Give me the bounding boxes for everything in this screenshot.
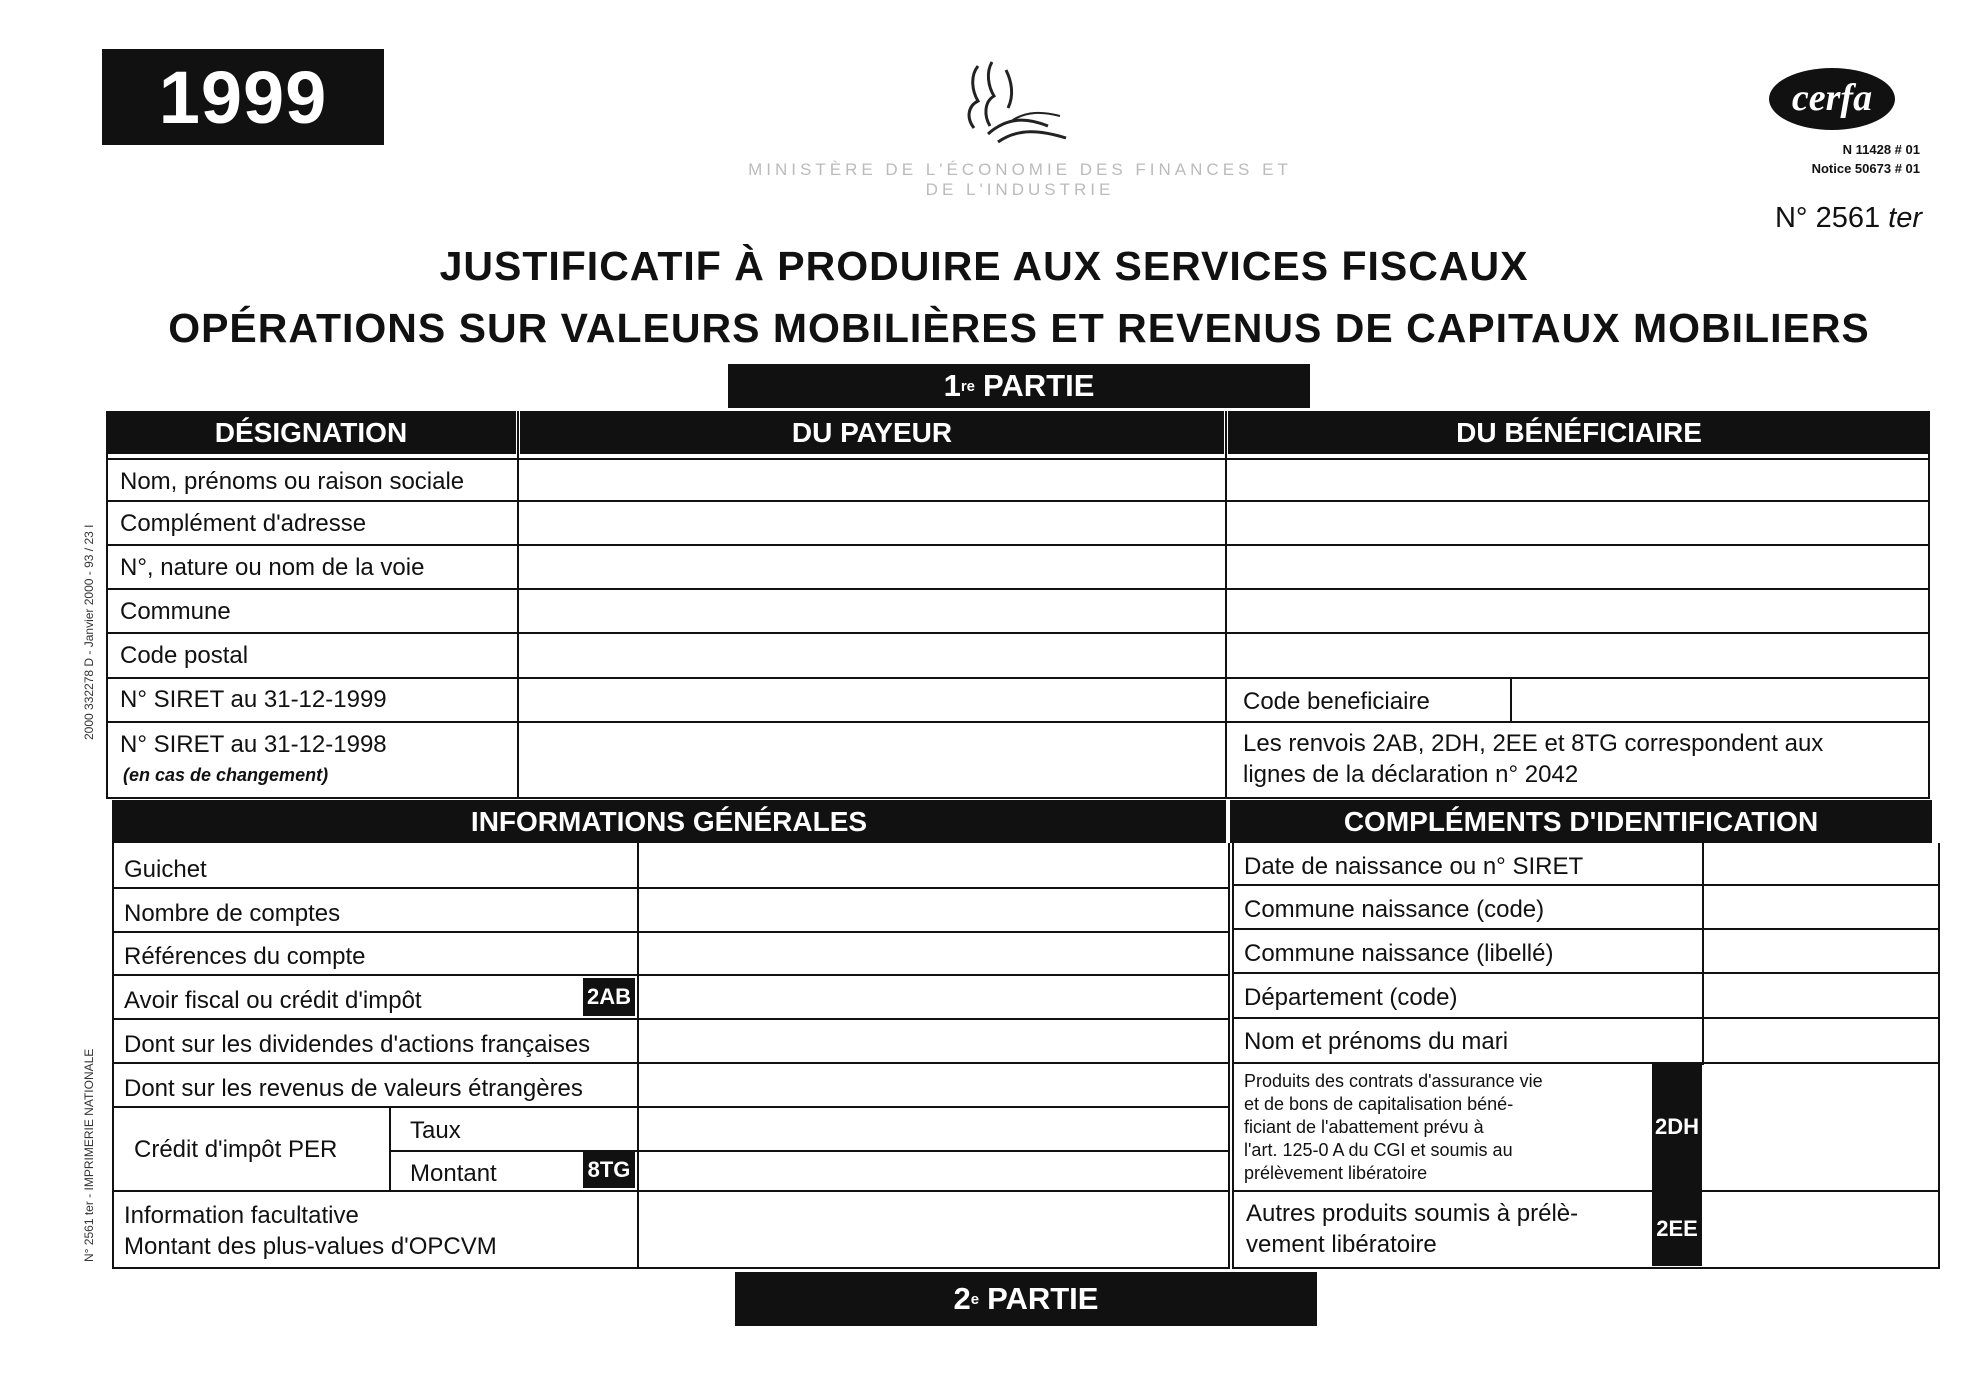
- label-avoir-fiscal: Avoir fiscal ou crédit d'impôt: [124, 987, 422, 1014]
- payeur-siret-1998-field[interactable]: [521, 723, 1223, 796]
- col-designation: DÉSIGNATION: [106, 411, 516, 454]
- title-line-2: OPÉRATIONS SUR VALEURS MOBILIÈRES ET REVENUS DE CAPITAUX MOBILIERS: [168, 305, 1870, 351]
- label-date-naissance: Date de naissance ou n° SIRET: [1244, 853, 1584, 880]
- grid-line: [1232, 843, 1234, 1269]
- cerfa-logo: [1767, 66, 1897, 132]
- valeurs-etrangeres-field[interactable]: [641, 1065, 1226, 1105]
- ministry-label: MINISTÈRE DE L'ÉCONOMIE DES FINANCES ET DE L'INDUSTRIE: [748, 160, 1292, 199]
- label-valeurs-etrangeres: Dont sur les revenus de valeurs étrangères: [124, 1075, 583, 1102]
- complements-identification-header: COMPLÉMENTS D'IDENTIFICATION: [1230, 800, 1932, 843]
- grid-line: [1225, 411, 1227, 799]
- grid-line: [1938, 843, 1940, 1269]
- grid-line: [106, 411, 108, 799]
- commune-naissance-code-field[interactable]: [1706, 887, 1936, 927]
- grid-line: [112, 1018, 1230, 1020]
- beneficiaire-voie-field[interactable]: [1229, 546, 1927, 587]
- label-complement-adresse: Complément d'adresse: [120, 510, 367, 537]
- code-beneficiaire-field[interactable]: [1514, 679, 1927, 720]
- grid-line: [517, 411, 519, 799]
- produits-2dh-field[interactable]: [1704, 1064, 1936, 1189]
- grid-line: [1228, 843, 1230, 1269]
- taux-field[interactable]: [641, 1109, 1226, 1149]
- label-credit-per: Crédit d'impôt PER: [134, 1136, 338, 1163]
- grid-line: [112, 1106, 1230, 1108]
- year-badge: 1999: [102, 49, 384, 145]
- payeur-complement-field[interactable]: [521, 502, 1223, 543]
- label-siret-1998-note: (en cas de changement): [123, 765, 329, 785]
- avoir-fiscal-field[interactable]: [641, 977, 1226, 1017]
- label-commune: Commune: [120, 598, 231, 625]
- grid-line: [112, 1190, 1230, 1192]
- informations-generales-header: INFORMATIONS GÉNÉRALES: [112, 800, 1226, 843]
- payeur-nom-field[interactable]: [521, 460, 1223, 499]
- form-number: N° 2561 ter: [1774, 202, 1922, 234]
- autres-produits-2ee-field[interactable]: [1704, 1192, 1936, 1266]
- guichet-field[interactable]: [641, 846, 1226, 886]
- grid-line: [389, 1150, 1230, 1152]
- grid-line: [112, 843, 114, 1269]
- part-2-banner: 2 e PARTIE: [735, 1272, 1317, 1326]
- date-naissance-field[interactable]: [1706, 846, 1936, 883]
- label-guichet: Guichet: [124, 856, 207, 883]
- label-code-beneficiaire: Code beneficiaire: [1243, 688, 1430, 715]
- label-voie: N°, nature ou nom de la voie: [120, 554, 425, 581]
- label-produits-assurance-vie: Produits des contrats d'assurance vie et de bons de capitalisation béné- ficiant de l'abattement prévu à l'art. 125-0 A du CGI et soumis au prélèvement libératoire: [1244, 1071, 1543, 1183]
- label-commune-naissance-libelle: Commune naissance (libellé): [1244, 940, 1554, 967]
- beneficiaire-code-postal-field[interactable]: [1229, 634, 1927, 676]
- code-2dh-badge: 2DH: [1652, 1064, 1702, 1190]
- label-nom-mari: Nom et prénoms du mari: [1244, 1028, 1509, 1055]
- label-siret-1999: N° SIRET au 31-12-1999: [120, 686, 387, 713]
- grid-line: [1232, 884, 1940, 886]
- grid-line: [112, 1267, 1230, 1269]
- label-siret-1998: N° SIRET au 31-12-1998: [120, 731, 387, 758]
- label-autres-produits: Autres produits soumis à prélè- vement libératoire: [1246, 1200, 1579, 1258]
- beneficiaire-complement-field[interactable]: [1229, 502, 1927, 543]
- marianne-emblem-icon: [948, 56, 1078, 148]
- label-commune-naissance-code: Commune naissance (code): [1244, 896, 1545, 923]
- part-1-banner: 1 re PARTIE: [728, 364, 1310, 408]
- references-compte-field[interactable]: [641, 933, 1226, 973]
- grid-line: [637, 843, 639, 1269]
- label-nom: Nom, prénoms ou raison sociale: [120, 468, 465, 495]
- cerfa-codes: [1700, 140, 1920, 178]
- col-payeur: DU PAYEUR: [520, 411, 1224, 454]
- margin-reference: 2000 332278 D - Janvier 2000 - 93 / 23 I: [82, 524, 96, 740]
- payeur-voie-field[interactable]: [521, 546, 1223, 587]
- dividendes-field[interactable]: [641, 1021, 1226, 1061]
- col-beneficiaire: DU BÉNÉFICIAIRE: [1228, 411, 1930, 454]
- montant-field[interactable]: [641, 1153, 1226, 1189]
- label-dividendes: Dont sur les dividendes d'actions françaises: [124, 1031, 591, 1058]
- label-code-postal: Code postal: [120, 642, 249, 669]
- label-montant: Montant: [410, 1160, 497, 1187]
- title-line-1: JUSTIFICATIF À PRODUIRE AUX SERVICES FISCAUX: [439, 243, 1529, 289]
- grid-line: [389, 1106, 391, 1190]
- notice-number: Notice 50673 # 01: [1811, 161, 1920, 176]
- departement-field[interactable]: [1706, 975, 1936, 1016]
- code-8tg-badge: 8TG: [583, 1152, 635, 1188]
- grid-line: [1702, 843, 1704, 1065]
- commune-naissance-libelle-field[interactable]: [1706, 931, 1936, 971]
- beneficiaire-nom-field[interactable]: [1229, 460, 1927, 499]
- label-taux: Taux: [410, 1117, 461, 1144]
- label-departement: Département (code): [1244, 984, 1458, 1011]
- code-2ab-badge: 2AB: [583, 978, 635, 1016]
- label-information-facultative: Information facultative Montant des plus-values d'OPCVM: [124, 1202, 497, 1260]
- grid-line: [1928, 411, 1930, 799]
- payeur-code-postal-field[interactable]: [521, 634, 1223, 676]
- nombre-comptes-field[interactable]: [641, 890, 1226, 930]
- nom-mari-field[interactable]: [1706, 1020, 1936, 1061]
- plus-values-field[interactable]: [641, 1193, 1226, 1266]
- cerfa-number: N 11428 # 01: [1842, 142, 1920, 157]
- payeur-commune-field[interactable]: [521, 590, 1223, 631]
- margin-printer: N° 2561 ter - IMPRIMERIE NATIONALE: [82, 1048, 96, 1262]
- payeur-siret-1999-field[interactable]: [521, 679, 1223, 720]
- beneficiaire-commune-field[interactable]: [1229, 590, 1927, 631]
- grid-line: [1232, 1017, 1940, 1019]
- grid-line: [106, 797, 1930, 799]
- code-2ee-badge: 2EE: [1652, 1192, 1702, 1266]
- grid-line: [1232, 972, 1940, 974]
- grid-line: [1232, 928, 1940, 930]
- label-references-compte: Références du compte: [124, 943, 366, 970]
- grid-line: [1232, 1267, 1940, 1269]
- grid-line: [112, 887, 1230, 889]
- grid-line: [112, 974, 1230, 976]
- grid-line: [1510, 678, 1512, 723]
- renvois-note: Les renvois 2AB, 2DH, 2EE et 8TG correspondent aux lignes de la déclaration n° 2042: [1243, 730, 1824, 788]
- svg-text:cerfa: cerfa: [1791, 77, 1873, 119]
- label-nombre-comptes: Nombre de comptes: [124, 900, 341, 927]
- grid-line: [112, 1062, 1230, 1064]
